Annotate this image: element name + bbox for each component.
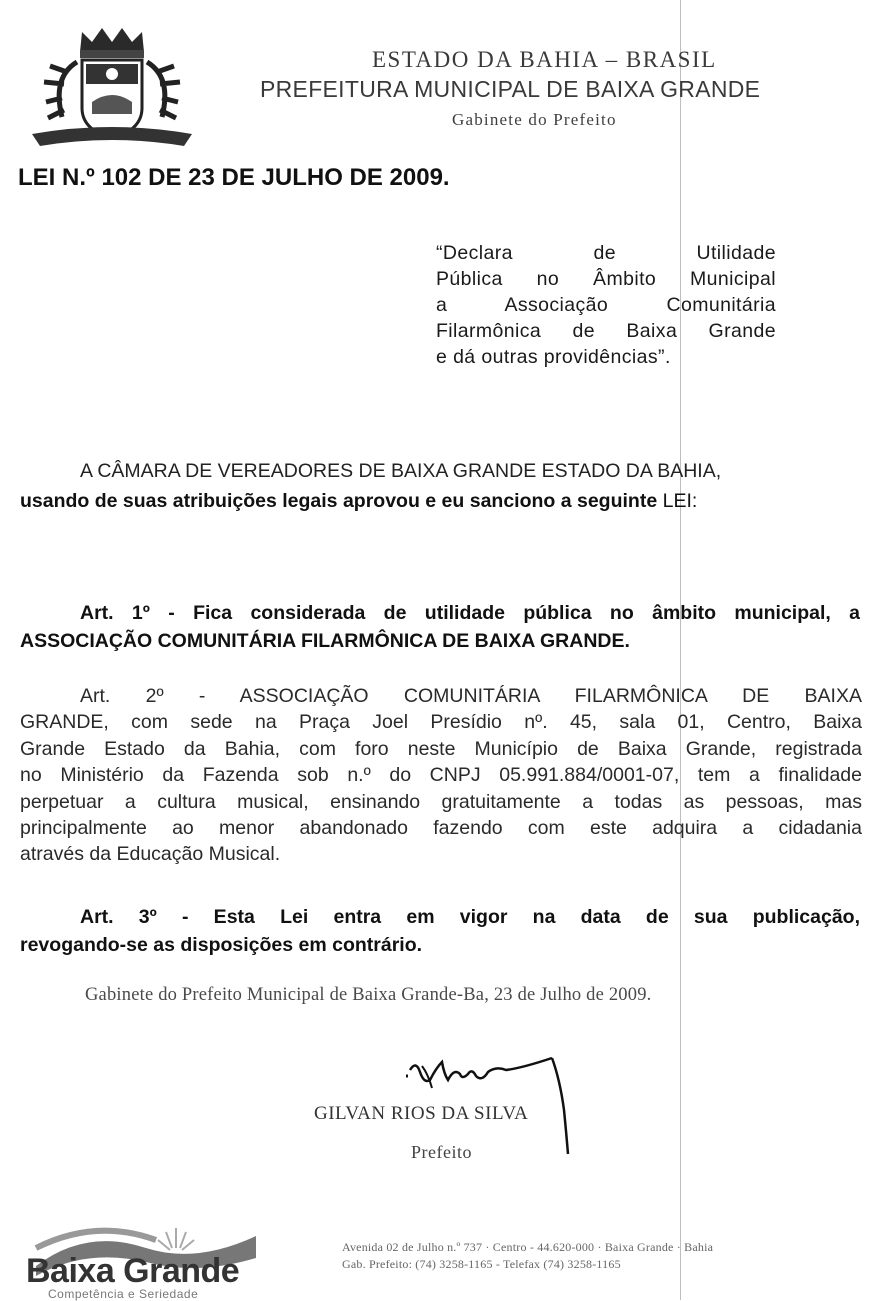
signer-name: GILVAN RIOS DA SILVA [314, 1103, 529, 1124]
footer-phone: Gab. Prefeito: (74) 3258-1165 - Telefax (74) 3258-1165 [342, 1257, 621, 1271]
dateline: Gabinete do Prefeito Municipal de Baixa Grande-Ba, 23 de Julho de 2009. [85, 985, 652, 1005]
article-3-line-2: revogando-se as disposições em contrário. [20, 934, 423, 956]
signer-role: Prefeito [411, 1142, 472, 1162]
ementa-line: Pública no Âmbito Municipal [436, 268, 776, 290]
ementa-line: e dá outras providências”. [436, 346, 671, 368]
article-2-line: através da Educação Musical. [20, 843, 281, 866]
article-2 [20, 683, 862, 868]
header-prefecture: PREFEITURA MUNICIPAL DE BAIXA GRANDE [260, 76, 761, 102]
ementa-line: “Declara de Utilidade [436, 242, 776, 264]
page-fold-crease [680, 0, 681, 1300]
article-2-line: Grande Estado da Bahia, com foro neste Município de Baixa Grande, registrada [20, 737, 862, 760]
law-title: LEI N.º 102 DE 23 DE JULHO DE 2009. [18, 164, 450, 191]
article-3-line-1: Art. 3º - Esta Lei entra em vigor na data de sua publicação, [80, 906, 860, 928]
preamble-line-1: A CÂMARA DE VEREADORES DE BAIXA GRANDE ESTADO DA BAHIA, [80, 460, 722, 482]
city-logo-name: Baixa Grande [26, 1252, 240, 1290]
ementa-line: Filarmônica de Baixa Grande [436, 320, 776, 342]
article-2-line: GRANDE, com sede na Praça Joel Presídio nº. 45, sala 01, Centro, Baixa [20, 711, 862, 734]
article-2-line: perpetuar a cultura musical, ensinando gratuitamente a todas as pessoas, mas [20, 790, 862, 813]
coat-of-arms-icon [22, 22, 202, 152]
preamble-line-2 [20, 490, 697, 513]
article-1-line-2: ASSOCIAÇÃO COMUNITÁRIA FILARMÔNICA DE BAIXA GRANDE. [20, 630, 630, 652]
preamble-bold: usando de suas atribuições legais aprovou e eu sanciono a seguinte [20, 490, 658, 512]
header-office: Gabinete do Prefeito [452, 110, 617, 129]
footer-address: Avenida 02 de Julho n.º 737 · Centro - 44.620-000 · Baixa Grande · Bahia [342, 1240, 714, 1254]
article-2-line: Art. 2º - ASSOCIAÇÃO COMUNITÁRIA FILARMÔNICA DE BAIXA [80, 685, 862, 707]
article-2-line: no Ministério da Fazenda sob n.º do CNPJ 05.991.884/0001-07, tem a finalidade [20, 764, 862, 787]
article-2-line: principalmente ao menor abandonado fazendo com este adquira a cidadania [20, 817, 862, 840]
ementa-line: a Associação Comunitária [436, 294, 776, 316]
header-state: ESTADO DA BAHIA – BRASIL [372, 47, 717, 72]
city-logo-slogan: Competência e Seriedade [48, 1287, 199, 1301]
article-1-line-1: Art. 1º - Fica considerada de utilidade pública no âmbito municipal, a [80, 602, 860, 624]
law-ementa [436, 240, 776, 370]
preamble-end: LEI: [657, 490, 698, 512]
